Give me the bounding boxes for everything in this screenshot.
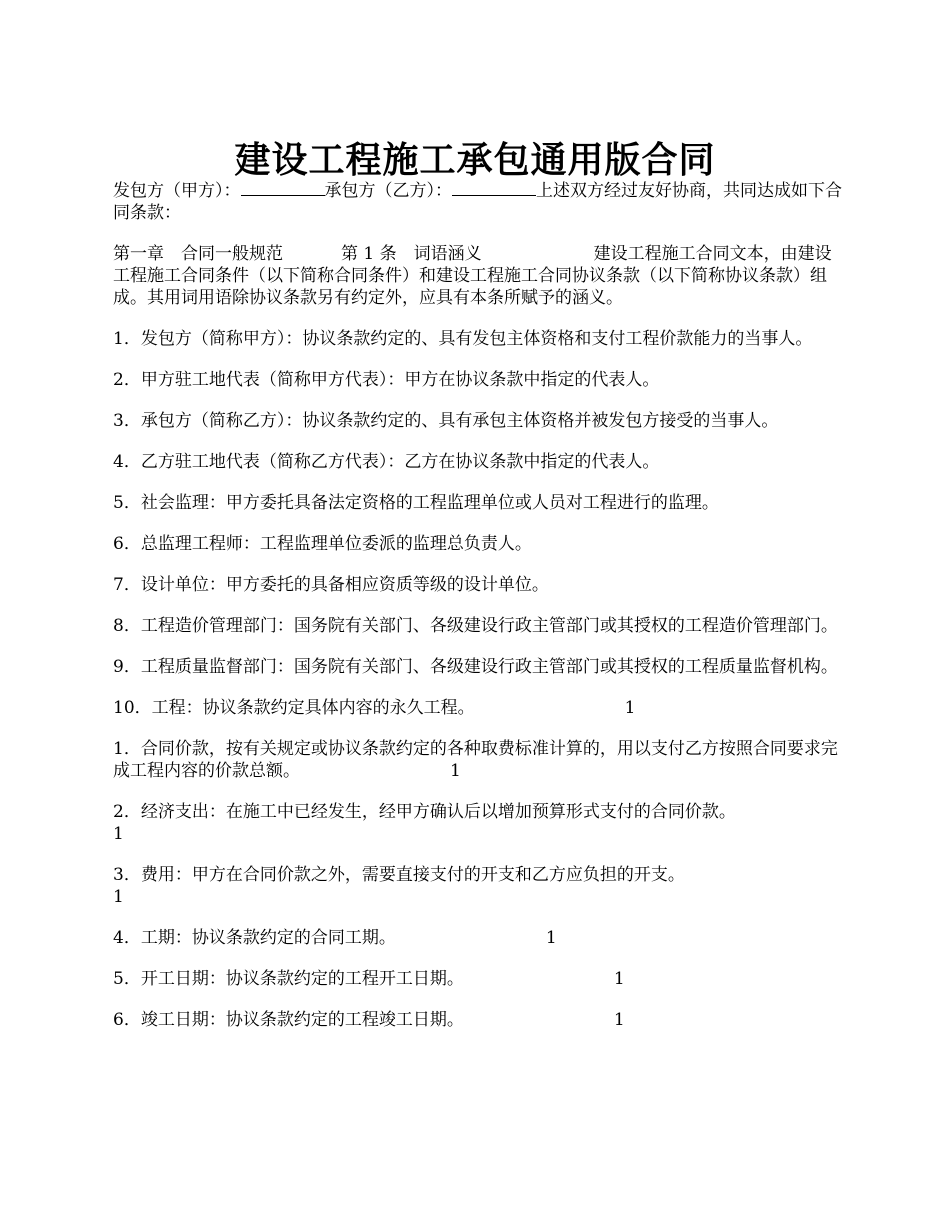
list-item <box>113 533 843 555</box>
document-body <box>113 178 843 1050</box>
item-text: 工程：协议条款约定具体内容的永久工程。 <box>151 698 475 718</box>
item-number: 2． <box>113 802 141 822</box>
list-item <box>113 864 843 908</box>
item-number: 4． <box>113 928 141 948</box>
item-number: 8． <box>113 616 141 636</box>
item-text: 设计单位：甲方委托的具备相应资质等级的设计单位。 <box>140 575 549 595</box>
party-a-label: 发包方（甲方）： <box>113 181 241 201</box>
definition-list <box>113 328 843 1031</box>
list-item <box>113 968 843 990</box>
page-mark: 1 <box>113 887 124 907</box>
item-text: 费用：甲方在合同价款之外，需要直接支付的开支和乙方应负担的开支。 <box>140 865 685 885</box>
party-a-blank <box>241 178 325 196</box>
item-number: 9． <box>113 657 141 677</box>
party-b-label: 承包方（乙方）： <box>324 181 452 201</box>
item-text: 发包方（简称甲方）：协议条款约定的、具有发包主体资格和支付工程价款能力的当事人。 <box>140 329 813 349</box>
list-item <box>113 738 843 782</box>
item-text: 承包方（简称乙方）：协议条款约定的、具有承包主体资格并被发包方接受的当事人。 <box>140 411 779 431</box>
list-item <box>113 492 843 514</box>
item-number: 7． <box>113 575 141 595</box>
item-number: 5． <box>113 493 141 513</box>
item-text: 工程质量监督部门：国务院有关部门、各级建设行政主管部门或其授权的工程质量监督机构。 <box>140 657 838 677</box>
list-item <box>113 574 843 596</box>
item-text: 合同价款，按有关规定或协议条款约定的各种取费标准计算的，用以支付乙方按照合同要求完成工程内容的价款总额。 <box>113 739 838 781</box>
item-number: 3． <box>113 865 141 885</box>
item-number: 3． <box>113 411 141 431</box>
item-number: 6． <box>113 534 141 554</box>
party-b-blank <box>452 178 536 196</box>
item-text: 乙方驻工地代表（简称乙方代表）：乙方在协议条款中指定的代表人。 <box>140 452 660 472</box>
list-item <box>113 410 843 432</box>
item-text: 甲方驻工地代表（简称甲方代表）：甲方在协议条款中指定的代表人。 <box>140 370 660 390</box>
item-number: 2． <box>113 370 141 390</box>
chapter-text: 建设工程施工合同文本，由建设工程施工合同条件（以下简称合同条件）和建设工程施工合同协议条款（以下简称协议条款）组成。其用词用语除协议条款另有约定外，应具有本条所赋予的涵义。 <box>113 244 832 308</box>
item-text: 经济支出：在施工中已经发生，经甲方确认后以增加预算形式支付的合同价款。 <box>140 802 736 822</box>
item-text: 社会监理：甲方委托具备法定资格的工程监理单位或人员对工程进行的监理。 <box>140 493 719 513</box>
chapter-paragraph <box>113 243 843 309</box>
item-text: 竣工日期：协议条款约定的工程竣工日期。 <box>140 1010 464 1030</box>
page-mark: 1 <box>613 969 625 989</box>
list-item <box>113 615 843 637</box>
list-item <box>113 801 843 845</box>
page-mark: 1 <box>450 761 461 781</box>
item-number: 6． <box>113 1010 141 1030</box>
item-text: 总监理工程师：工程监理单位委派的监理总负责人。 <box>140 534 532 554</box>
page-mark: 1 <box>613 1010 625 1030</box>
list-item <box>113 656 843 678</box>
article-heading: 第 1 条 词语涵义 <box>341 244 482 264</box>
page-mark: 1 <box>545 928 557 948</box>
list-item <box>113 1009 843 1031</box>
item-text: 开工日期：协议条款约定的工程开工日期。 <box>140 969 464 989</box>
list-item <box>113 927 843 949</box>
list-item <box>113 369 843 391</box>
item-number: 10． <box>113 698 152 718</box>
item-number: 4． <box>113 452 141 472</box>
intro-paragraph <box>113 178 843 224</box>
list-item <box>113 328 843 350</box>
list-item <box>113 697 843 719</box>
page-mark: 1 <box>113 824 124 844</box>
item-number: 5． <box>113 969 141 989</box>
intro-tail: 上述双方经过友好协商，共同达成如下合同条款： <box>113 181 842 223</box>
document-title: 建设工程施工承包通用版合同 <box>234 139 716 182</box>
item-text: 工程造价管理部门：国务院有关部门、各级建设行政主管部门或其授权的工程造价管理部门。 <box>140 616 838 636</box>
item-number: 1． <box>113 329 141 349</box>
item-text: 工期：协议条款约定的合同工期。 <box>140 928 396 948</box>
page-mark: 1 <box>624 698 636 718</box>
chapter-heading: 第一章 合同一般规范 <box>113 244 283 264</box>
list-item <box>113 451 843 473</box>
item-number: 1． <box>113 739 141 759</box>
